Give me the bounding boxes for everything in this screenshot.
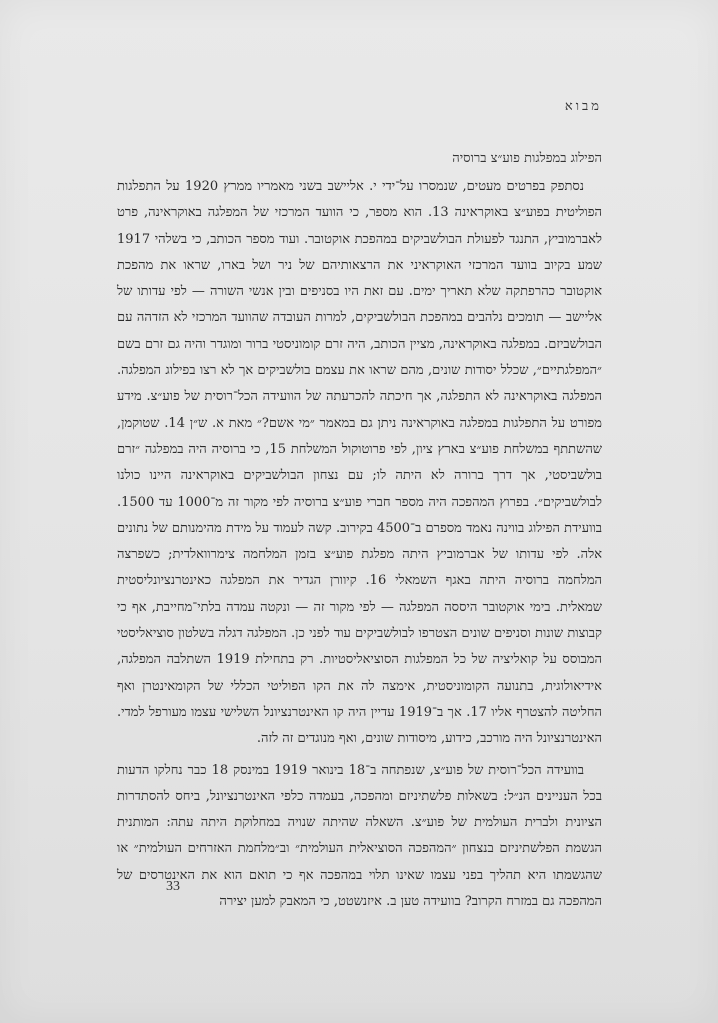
paragraph-2: בוועידה הכל־רוסית של פוע״צ, שנפתחה ב־18 בינואר 1919 במינסק 18 כבר נחלקו הדעות בכל העניינים הנ״ל: בשאלות פלשתיניזם ומהפכה, בעמדה כלפי האינטרנציונל, ביחס להסתדרות הציונית ולברית העולמית של פוע״צ. השאלה שהיתה שנויה במחלוקת היתה עתה: המותנית הגשמת הפלשתיניזם בנצחון ״המהפכה הסוציאלית העולמית״ וב״מלחמת האזרחים העולמית״ או שהגשמתו היא תהליך בפני עצמו שאינו תלוי במהפכה אף כי תואם הוא את האינטרסים של המהפכה גם במזרח הקרוב? בוועידה טען ב. איזנשטט, כי המאבק למען יצירה	[117, 762, 602, 910]
running-head: מבוא	[564, 99, 602, 114]
section-title: הפילוג במפלגות פוע״צ ברוסיה	[452, 151, 602, 166]
paragraph-1: נסתפק בפרטים מעטים, שנמסרו על־ידי י. אליישב בשני מאמריו ממרץ 1920 על התפלגות הפוליטית בפוע״צ באוקראינה 13. הוא מספר, כי הוועד המרכזי של המפלגה באוקראינה, פרט לאברמוביץ, התנגד לפעולת הבולשביקים במהפכת אוקטובר. ועוד מספר הכותב, כי בשלהי 1917 שמע בקיוב בוועד המרכזי האוקראיני את הרצאותיהם של ניר ושל בארו, שראו את מהפכת אוקטובר כהרפתקה שלא תאריך ימים. עם זאת היו בסניפים ובין אנשי השורה — לפי עדותו של אליישב — תומכים נלהבים במהפכת הבולשביקים, למרות העובדה שהוועד המרכזי לא הזדהה עם הבולשביזם. במפלגה באוקראינה, מציין הכותב, היה זרם קומוניסטי ברור ומוגדר והיה גם זרם בשם ״המפלגתיים״, שכלל יסודות שונים, מהם שראו את עצמם בולשביקים אך לא רצו בפילוג המפלגה. המפלגה באוקראינה לא התפלגה, אך חיכתה להכרעתה של הוועידה הכל־רוסית של פוע״צ. מידע מפורט על התפלגות במפלגה באוקראינה ניתן גם במאמר ״מי אשם?״ מאת א. ש״ן 14. שטוקמן, שהשתתף במשלחת פוע״צ בארץ ציון, לפי פרוטוקול המשלחת 15, כי ברוסיה היה במפלגה ״זרם בולשביסטי, אך דרך ברורה לא היתה לו; עם נצחון הבולשביקים באוקראינה היינו כולנו לבולשביקים״. בפרוץ המהפכה היה מספר חברי פוע״צ ברוסיה לפי מקור זה מ־1000 עד 1500. בוועידת הפילוג בווינה נאמד מספרם ב־4500 בקירוב. קשה לעמוד על מידת מהימנותם של נתונים אלה. לפי עדותו של אברמוביץ היתה מפלגת פוע״צ בזמן המלחמה צימרוואלדית; כשפרצה המלחמה ברוסיה היתה באגף השמאלי 16. קיוורן הגדיר את המפלגה כאינטרנציונליסטית שמאלית. בימי אוקטובר היססה המפלגה — לפי מקור זה — ונקטה עמדה בלתי־מחייבת, אף כי קבוצות שונות וסניפים שונים הצטרפו לבולשביקים עוד לפני כן. המפלגה דגלה בשלטון סוציאליסטי המבוסס על קואליציה של כל המפלגות הסוציאליסטיות. רק בתחילת 1919 השתלבה המפלגה, אידיאולוגית, בתנועה הקומוניסטית, אימצה לה את הקו הפוליטי הכללי של הקומאינטרן ואף החליטה להצטרף אליו 17. אך ב־1919 עדיין היה קו האינטרנציונל השלישי עצמו מעורפל למדי. האינטרנציונל היה מורכב, כידוע, מיסודות שונים, ואף מנוגדים זה לזה.	[117, 179, 602, 747]
body-text	[117, 174, 602, 915]
page-number: 33	[166, 879, 180, 894]
